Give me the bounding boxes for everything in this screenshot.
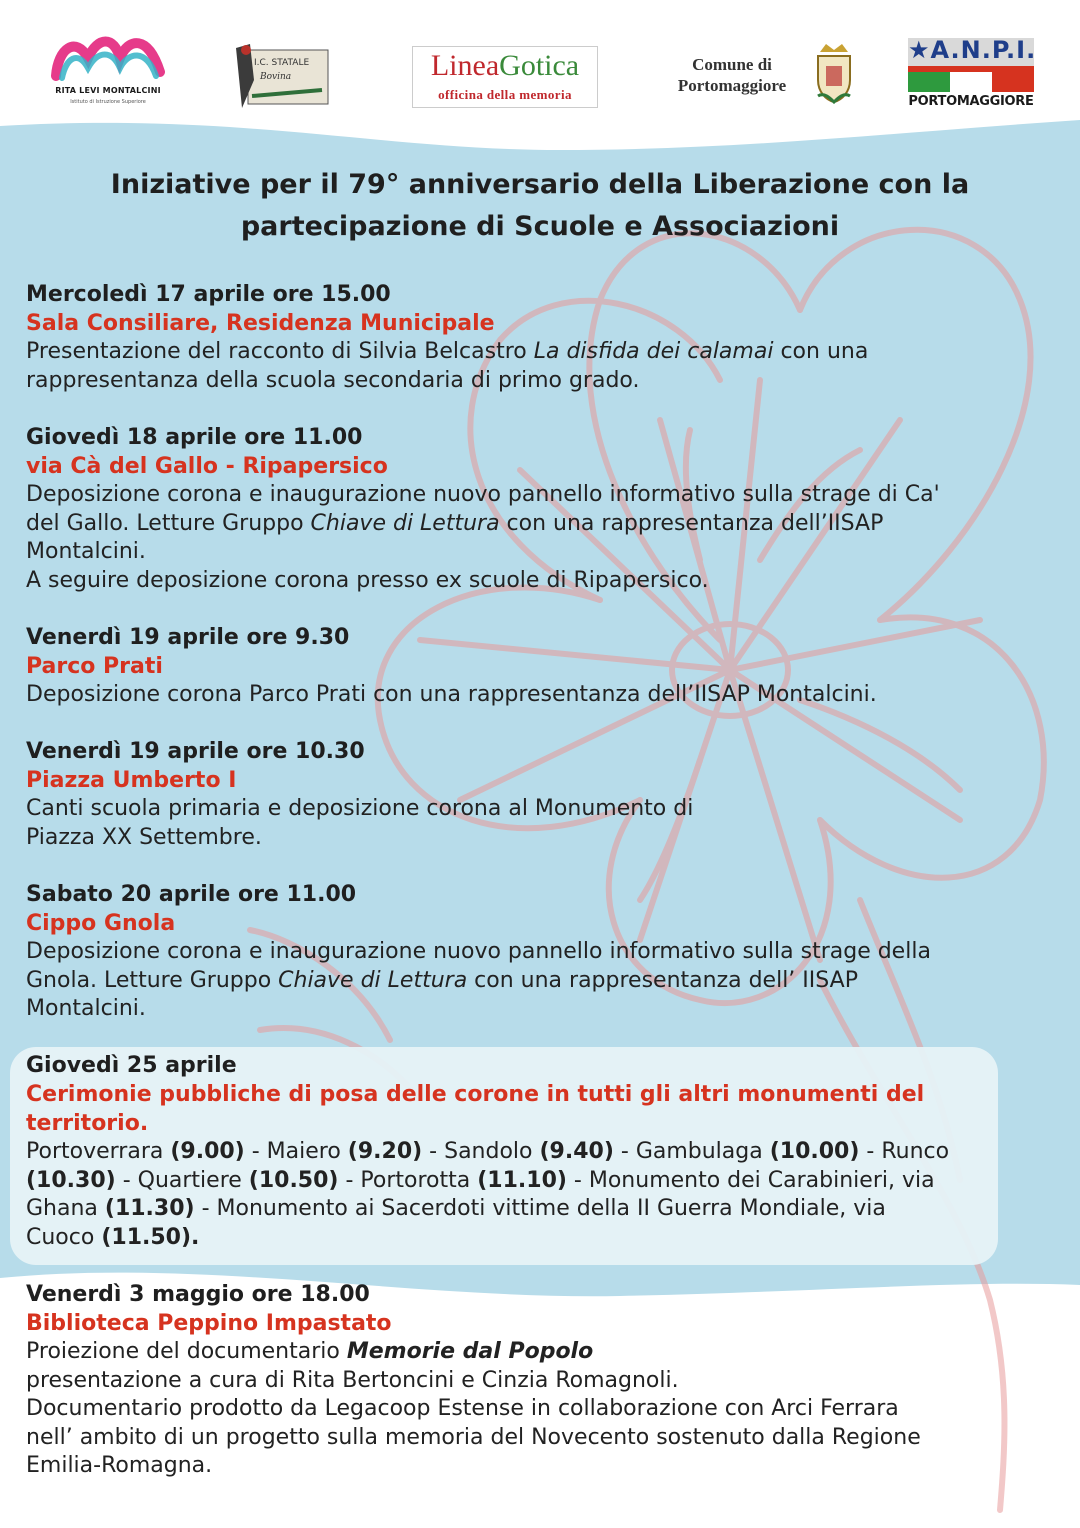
stop-name: - Sandolo — [422, 1139, 540, 1164]
stop-time: (9.40) — [539, 1139, 614, 1164]
event-item — [26, 737, 1036, 852]
stop-name: - Portorotta — [338, 1167, 478, 1193]
event-place: Biblioteca Peppino Impastato — [26, 1311, 392, 1336]
stop-time: (10.30) — [26, 1167, 116, 1193]
stop-time: (11.10) — [477, 1167, 567, 1193]
montalcini-m-icon — [48, 28, 168, 84]
ic-statale-logo — [232, 40, 330, 112]
event-date: Venerdì 19 aprile ore 9.30 — [26, 625, 350, 650]
anpi-title: ★A.N.P.I. — [908, 36, 1037, 64]
event-item — [26, 623, 1036, 710]
comune-portomaggiore-logo — [666, 52, 866, 112]
event-description: Deposizione corona Parco Prati con una rappresentanza dell’IISAP Montalcini. — [26, 682, 877, 707]
event-date: Venerdì 19 aprile ore 10.30 — [26, 739, 365, 764]
stop-name: - Runco — [859, 1139, 950, 1164]
school2-line1: I.C. STATALE — [254, 58, 310, 68]
event-item-25-aprile — [26, 1051, 1036, 1252]
stop-name: - Gambulaga — [613, 1139, 770, 1164]
event-stops — [26, 1138, 1036, 1252]
linea-gotica-title: LineaGotica — [430, 49, 580, 82]
stop-time: (11.30) — [104, 1196, 195, 1222]
event-description: Proiezione del documentario Memorie dal Popolo presentazione a cura di Rita Bertoncini e Cinzia Romagnoli. Documentario prodotto da Legacoop Estense in collaborazione con Arci Ferrara nell’ ambito di un progetto sulla memoria del Novecento sostenuto dalla Regione Emilia-Romagna. — [26, 1339, 921, 1479]
event-date: Mercoledì 17 aprile ore 15.00 — [26, 282, 391, 307]
page-title: Iniziative per il 79° anniversario della Liberazione con la partecipazione di Scuole e Associazioni — [110, 169, 970, 242]
event-place: Piazza Umberto I — [26, 768, 237, 793]
stop-time: (11.50). — [101, 1224, 200, 1250]
rita-levi-montalcini-logo — [48, 28, 168, 108]
school2-line2: Bovina — [260, 72, 292, 82]
stop-name: Cuoco — [26, 1224, 102, 1250]
comune-name: Comune di Portomaggiore — [677, 55, 787, 95]
event-place: Cerimonie pubbliche di posa delle corone in tutti gli altri monumenti del territorio. — [26, 1082, 925, 1136]
logo-bar — [0, 0, 1080, 130]
anpi-logo — [906, 38, 1036, 112]
stop-name: Ghana — [26, 1196, 105, 1222]
stop-time: (9.20) — [347, 1139, 423, 1164]
stop-time: (9.00) — [170, 1139, 245, 1164]
event-item — [26, 280, 1036, 395]
stop-name: Portoverrara — [26, 1139, 171, 1164]
event-item — [26, 1280, 1036, 1481]
event-item — [26, 423, 1036, 595]
event-item — [26, 880, 1036, 1024]
school1-subtitle: Istituto di Istruzione Superiore — [70, 99, 146, 105]
event-description: Deposizione corona e inaugurazione nuovo pannello informativo sulla strage di Ca' del Gallo. Letture Gruppo Chiave di Lettura con una rappresentanza dell’IISAP Montalcini. A seguire deposizione corona presso ex scuole di Ripapersico. — [26, 482, 940, 593]
stop-name: - Maiero — [244, 1139, 348, 1164]
event-place: via Cà del Gallo - Ripapersico — [26, 454, 388, 479]
event-description: Deposizione corona e inaugurazione nuovo pannello informativo sulla strage della Gnola. Letture Gruppo Chiave di Lettura con una rappresentanza dell’ IISAP Montalcini. — [26, 939, 931, 1022]
stop-name: - Monumento dei Carabinieri, via — [566, 1167, 935, 1193]
stop-time: (10.00) — [769, 1139, 860, 1164]
event-place: Cippo Gnola — [26, 911, 176, 936]
event-date: Giovedì 18 aprile ore 11.00 — [26, 425, 363, 450]
stop-name: - Quartiere — [115, 1167, 249, 1193]
stop-name: - Monumento ai Sacerdoti vittime della II Guerra Mondiale, via — [194, 1196, 886, 1222]
event-date: Giovedì 25 aprile — [26, 1053, 237, 1078]
event-place: Sala Consiliare, Residenza Municipale — [26, 311, 495, 336]
linea-gotica-subtitle: officina della memoria — [438, 87, 572, 102]
anpi-subtitle: PORTOMAGGIORE — [908, 94, 1034, 109]
coat-of-arms-icon — [814, 42, 854, 104]
school1-name: RITA LEVI MONTALCINI — [55, 86, 161, 95]
event-date: Venerdì 3 maggio ore 18.00 — [26, 1282, 370, 1307]
event-description: Presentazione del racconto di Silvia Belcastro La disfida dei calamai con una rappresentanza della scuola secondaria di primo grado. — [26, 339, 869, 393]
linea-gotica-logo — [412, 46, 598, 108]
event-description: Canti scuola primaria e deposizione corona al Monumento di Piazza XX Settembre. — [26, 796, 694, 850]
event-date: Sabato 20 aprile ore 11.00 — [26, 882, 357, 907]
stop-time: (10.50) — [248, 1167, 339, 1193]
event-place: Parco Prati — [26, 654, 163, 679]
